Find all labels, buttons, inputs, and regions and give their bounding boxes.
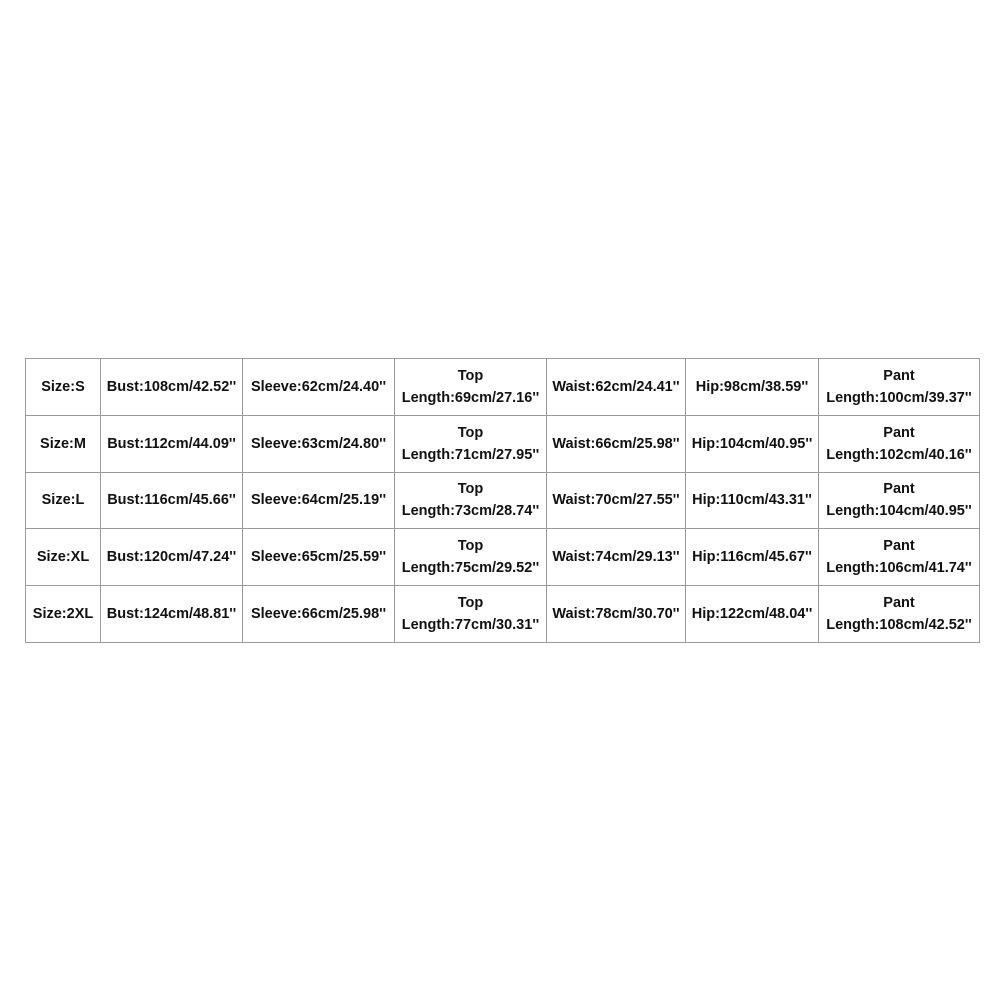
bust-cell: Bust:124cm/48.81''	[101, 586, 243, 643]
pant-length-value: Length:102cm/40.16''	[826, 446, 972, 463]
hip-cell: Hip:110cm/43.31''	[686, 472, 819, 529]
size-cell: Size:S	[26, 359, 101, 416]
top-length-value: Length:73cm/28.74''	[401, 503, 540, 520]
waist-cell: Waist:78cm/30.70''	[547, 586, 686, 643]
top-length-cell	[395, 586, 547, 643]
top-length-cell	[395, 415, 547, 472]
pant-length-value: Length:106cm/41.74''	[826, 560, 972, 577]
sleeve-cell: Sleeve:62cm/24.40''	[243, 359, 395, 416]
table-row	[26, 472, 980, 529]
waist-cell: Waist:70cm/27.55''	[547, 472, 686, 529]
pant-length-value: Length:104cm/40.95''	[826, 503, 972, 520]
hip-cell: Hip:104cm/40.95''	[686, 415, 819, 472]
size-chart-table	[25, 358, 980, 643]
size-cell: Size:L	[26, 472, 101, 529]
pant-length-cell	[819, 415, 980, 472]
top-length-value: Length:75cm/29.52''	[401, 560, 540, 577]
top-length-label: Top	[457, 367, 484, 384]
bust-cell: Bust:112cm/44.09''	[101, 415, 243, 472]
sleeve-cell: Sleeve:65cm/25.59''	[243, 529, 395, 586]
sleeve-cell: Sleeve:63cm/24.80''	[243, 415, 395, 472]
table-row	[26, 529, 980, 586]
pant-length-cell	[819, 359, 980, 416]
pant-length-value: Length:100cm/39.37''	[826, 389, 972, 406]
size-cell: Size:2XL	[26, 586, 101, 643]
top-length-cell	[395, 359, 547, 416]
top-length-label: Top	[457, 538, 484, 555]
size-cell: Size:XL	[26, 529, 101, 586]
sleeve-cell: Sleeve:64cm/25.19''	[243, 472, 395, 529]
pant-length-label: Pant	[883, 595, 915, 612]
bust-cell: Bust:116cm/45.66''	[101, 472, 243, 529]
bust-cell: Bust:108cm/42.52''	[101, 359, 243, 416]
top-length-label: Top	[457, 424, 484, 441]
top-length-cell	[395, 529, 547, 586]
pant-length-cell	[819, 529, 980, 586]
top-length-value: Length:71cm/27.95''	[401, 446, 540, 463]
top-length-label: Top	[457, 595, 484, 612]
pant-length-label: Pant	[883, 367, 915, 384]
top-length-cell	[395, 472, 547, 529]
top-length-value: Length:69cm/27.16''	[401, 389, 540, 406]
hip-cell: Hip:122cm/48.04''	[686, 586, 819, 643]
waist-cell: Waist:74cm/29.13''	[547, 529, 686, 586]
pant-length-label: Pant	[883, 424, 915, 441]
sleeve-cell: Sleeve:66cm/25.98''	[243, 586, 395, 643]
pant-length-value: Length:108cm/42.52''	[826, 617, 972, 634]
pant-length-cell	[819, 586, 980, 643]
waist-cell: Waist:62cm/24.41''	[547, 359, 686, 416]
pant-length-label: Pant	[883, 481, 915, 498]
size-cell: Size:M	[26, 415, 101, 472]
bust-cell: Bust:120cm/47.24''	[101, 529, 243, 586]
top-length-value: Length:77cm/30.31''	[401, 617, 540, 634]
table-row	[26, 415, 980, 472]
hip-cell: Hip:116cm/45.67''	[686, 529, 819, 586]
pant-length-cell	[819, 472, 980, 529]
pant-length-label: Pant	[883, 538, 915, 555]
waist-cell: Waist:66cm/25.98''	[547, 415, 686, 472]
table-row	[26, 586, 980, 643]
table-row	[26, 359, 980, 416]
hip-cell: Hip:98cm/38.59''	[686, 359, 819, 416]
top-length-label: Top	[457, 481, 484, 498]
